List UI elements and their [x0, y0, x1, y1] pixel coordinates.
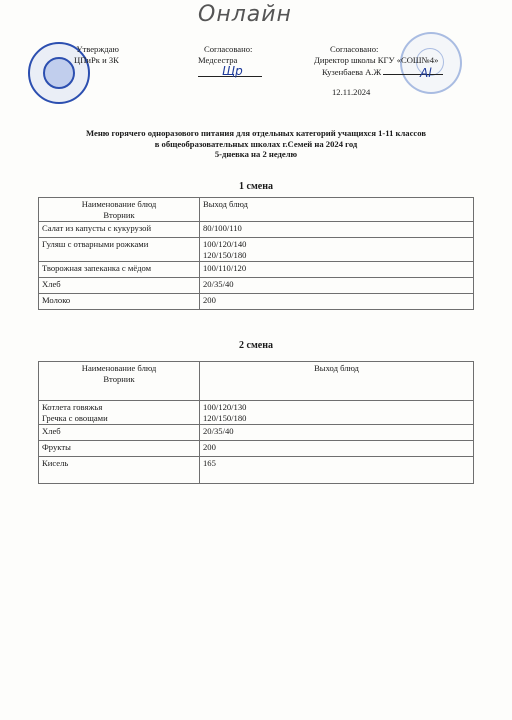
table-row: [39, 278, 474, 294]
shift-1-table: [38, 197, 474, 310]
header-dish-name: Наименование блюд Вторник: [39, 362, 200, 401]
nurse-signature: Щр: [222, 64, 243, 78]
approval-date: 12.11.2024: [332, 87, 371, 97]
agreed-label-nurse: Согласовано:: [204, 44, 253, 54]
title-line-1: Меню горячего одноразового питания для отдельных категорий учащихся 1-11 классов: [86, 128, 426, 138]
dish-yield: 100/120/140 120/150/180: [200, 238, 474, 262]
dish-name: Котлета говяжья Гречка с овощами: [39, 401, 200, 425]
table-row: [39, 238, 474, 262]
table-row: [39, 294, 474, 310]
dish-name: Хлеб: [39, 278, 200, 294]
table-row: [39, 441, 474, 457]
table-row: [39, 425, 474, 441]
dish-yield: 200: [200, 441, 474, 457]
title-line-2: в общеобразовательных школах г.Семей на 2024 год: [154, 138, 358, 149]
approved-line-2: ЦПиРк и ЗК: [74, 55, 119, 65]
header-yield: Выход блюд: [200, 362, 474, 401]
dish-yield: 165: [200, 457, 474, 484]
dish-name: Молоко: [39, 294, 200, 310]
dish-yield: 200: [200, 294, 474, 310]
table-row: [39, 401, 474, 425]
approved-block: [74, 44, 119, 66]
nurse-position: Медсестра: [198, 55, 238, 65]
dish-yield: 100/120/130 120/150/180: [200, 401, 474, 425]
dish-yield: 20/35/40: [200, 278, 474, 294]
dish-name: Гуляш с отварными рожками: [39, 238, 200, 262]
dish-name: Салат из капусты с кукурузой: [39, 222, 200, 238]
header-dish-name: Наименование блюд Вторник: [39, 198, 200, 222]
table-header-row: [39, 198, 474, 222]
header-yield: Выход блюд: [200, 198, 474, 222]
table-row: [39, 222, 474, 238]
dish-name: Фрукты: [39, 441, 200, 457]
table-header-row: [39, 362, 474, 401]
director-name: Кузенбаева А.Ж: [322, 67, 382, 77]
title-line-3: 5-дневка на 2 неделю: [214, 149, 298, 159]
table-row: [39, 457, 474, 484]
handwritten-note: Онлайн: [198, 2, 292, 27]
dish-name: Хлеб: [39, 425, 200, 441]
dish-name: Кисель: [39, 457, 200, 484]
approved-line-1: Утверждаю: [76, 44, 119, 54]
table-row: [39, 262, 474, 278]
dish-yield: 20/35/40: [200, 425, 474, 441]
dish-yield: 80/100/110: [200, 222, 474, 238]
agreed-label-director: Согласовано:: [330, 44, 379, 54]
dish-name: Творожная запеканка с мёдом: [39, 262, 200, 278]
shift-1-title: 1 смена: [239, 181, 273, 192]
menu-title: [0, 128, 512, 160]
shift-2-table: [38, 361, 474, 484]
director-position: Директор школы КГУ «СОШ№4»: [314, 55, 439, 65]
shift-2-title: 2 смена: [239, 340, 273, 351]
director-signature: Al: [420, 66, 432, 80]
director-signature-line: [383, 66, 443, 75]
dish-yield: 100/110/120: [200, 262, 474, 278]
